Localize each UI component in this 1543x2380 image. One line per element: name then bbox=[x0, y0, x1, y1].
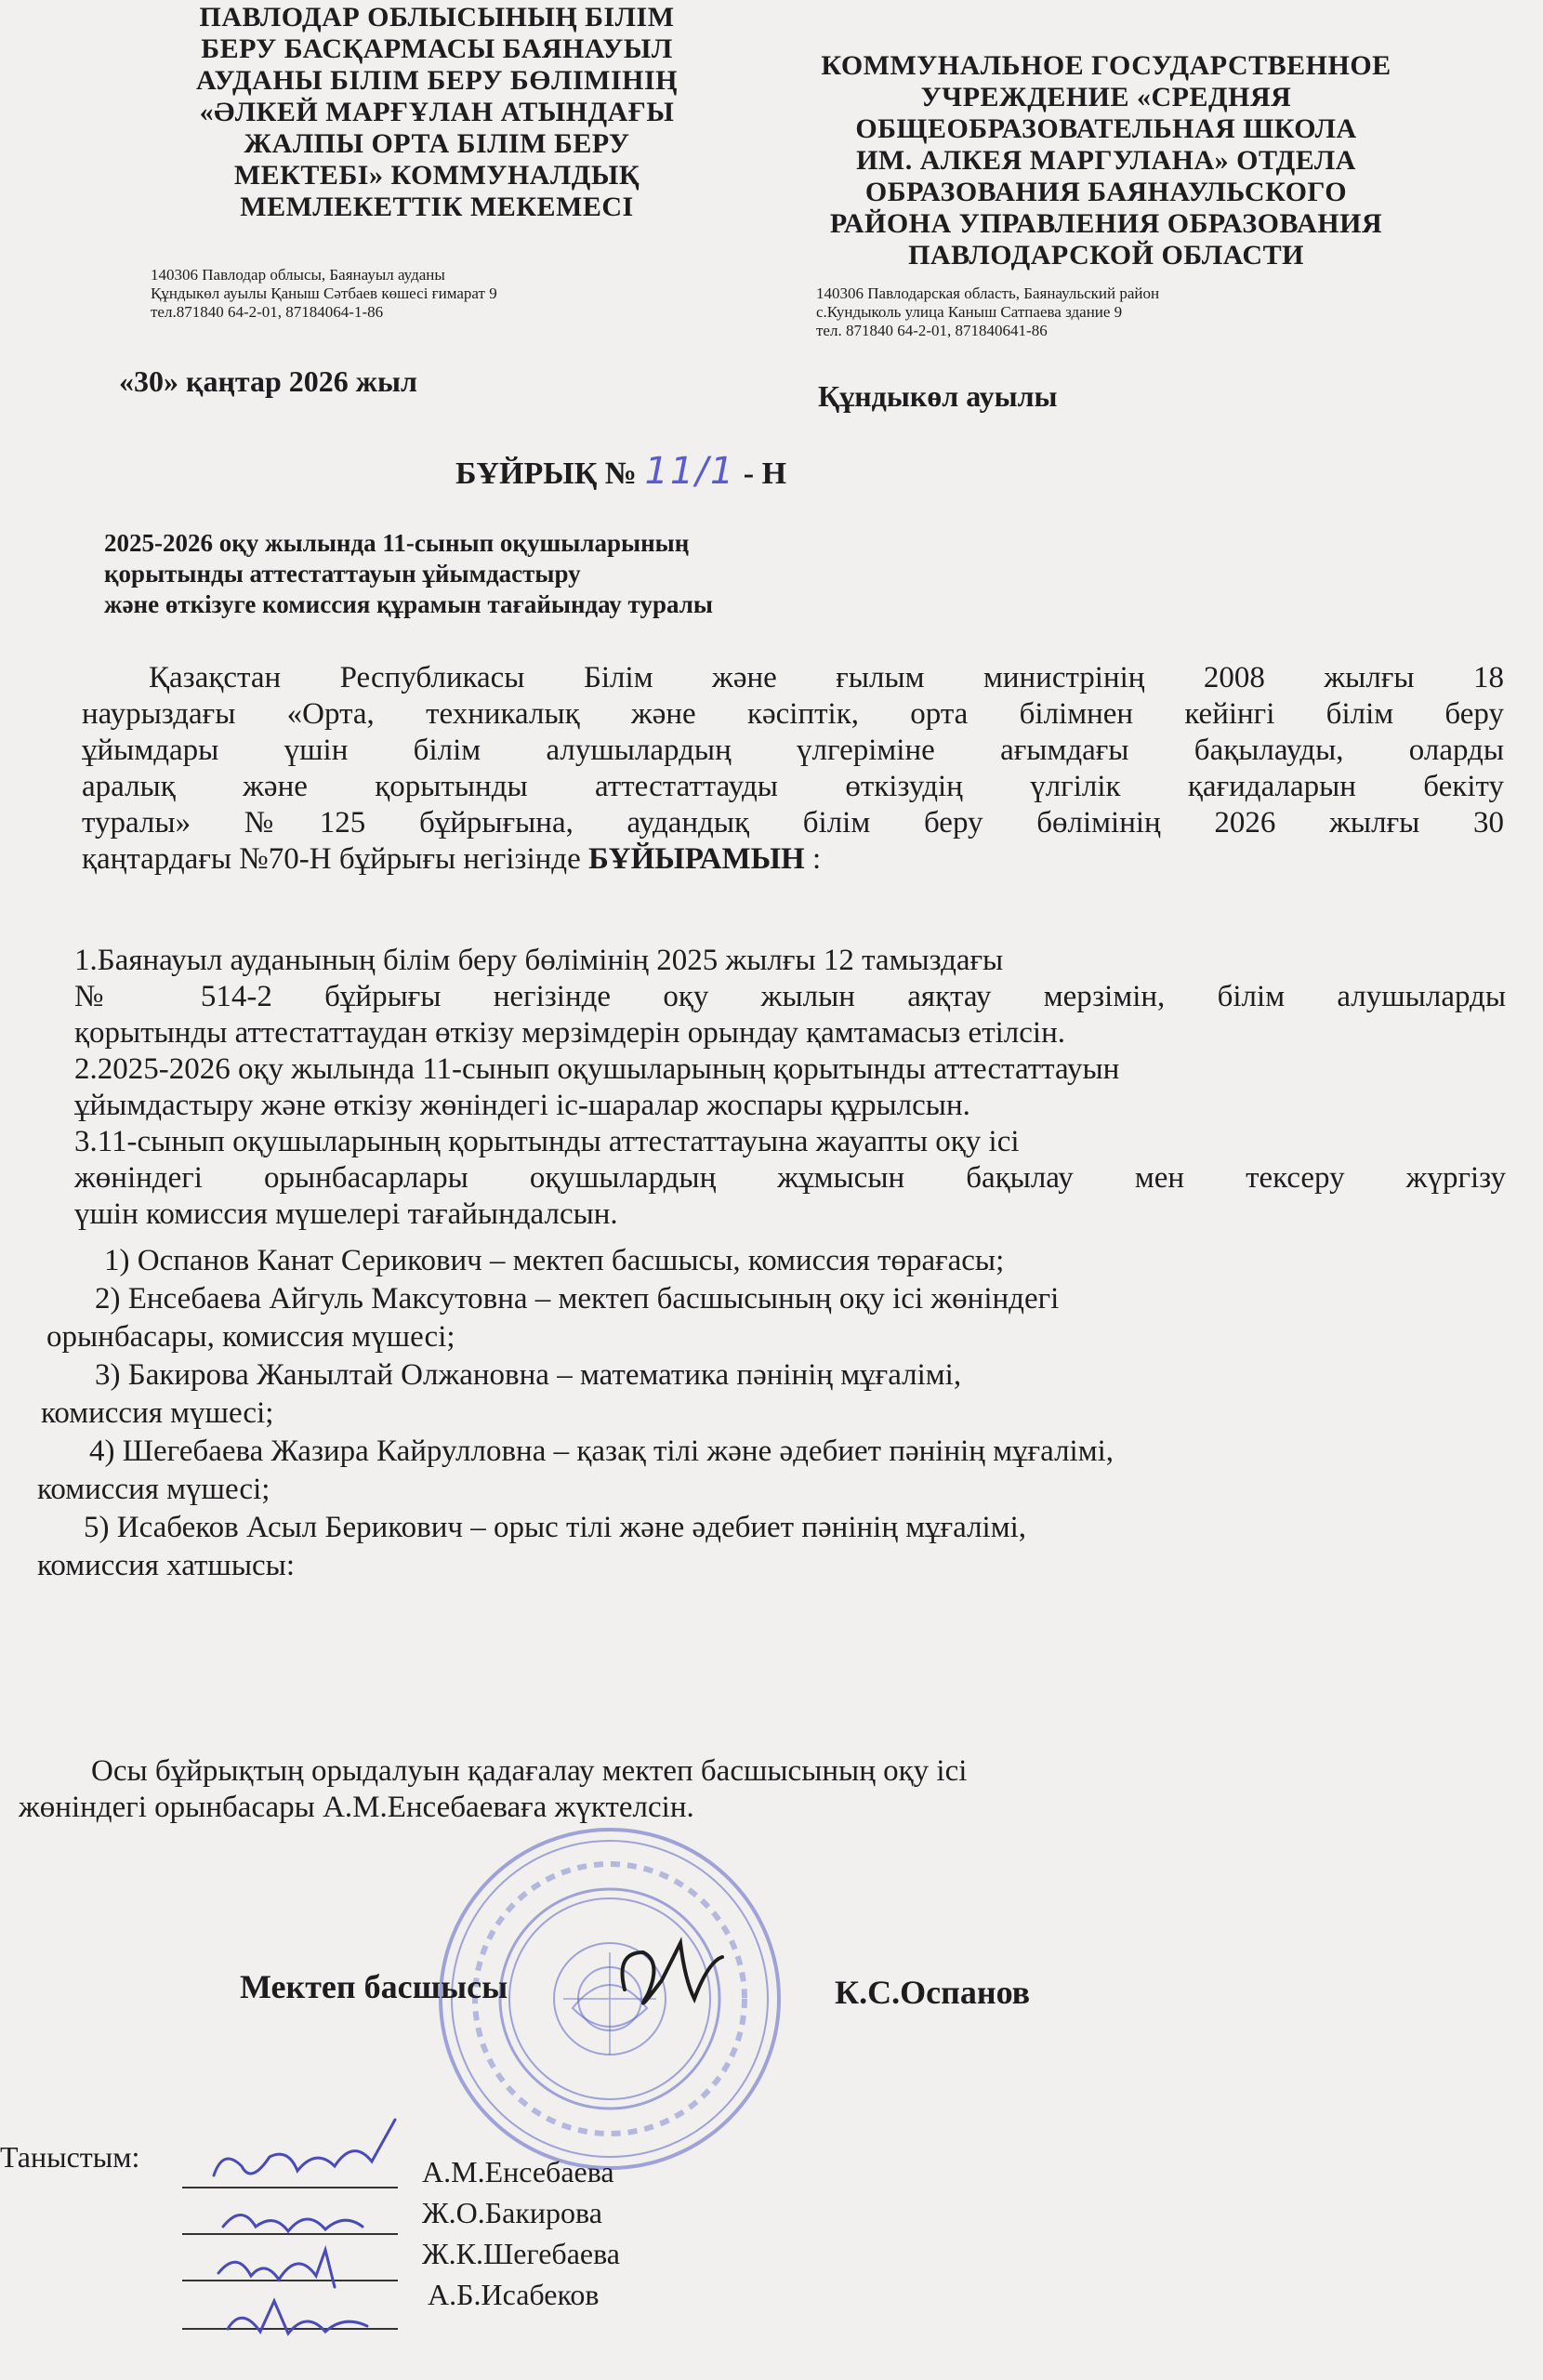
header-right-line: КОММУНАЛЬНОЕ ГОСУДАРСТВЕННОЕ bbox=[821, 50, 1391, 81]
header-right-line: РАЙОНА УПРАВЛЕНИЯ ОБРАЗОВАНИЯ bbox=[829, 208, 1383, 239]
header-left-line: МЕКТЕБІ» КОММУНАЛДЫҚ bbox=[233, 160, 640, 191]
acquainted-name: А.Б.Исабеков bbox=[428, 2278, 600, 2311]
signature-role: Мектеп басшысы bbox=[240, 1968, 508, 2005]
header-right-line: ПАВЛОДАРСКОЙ ОБЛАСТИ bbox=[908, 240, 1304, 271]
order-items: 1.Баянауыл ауданының білім беру бөлімінің 2025 жылғы 12 тамыздағы № 514-2 бұйрығы негізінде оқу жылын аяқтау мерзімін, білім алушыларды қорытынды аттестаттаудан өткізу мерзімдерін орындау қамтамасыз етілсін. 2.2025-2026 оқу жылында 11-сынып оқушыларының қорытынды аттестаттауын ұйымдастыру және өткізу жөніндегі іс-шаралар жоспары құрылсын. 3.11-сынып оқушыларының қорытынды аттестаттауына жауапты оқу ісі жөніндегі орынбасарлары оқушылардың жұмысын бақылау мен тексеру жүргізу үшін комиссия мүшелері тағайындалсын. bbox=[74, 944, 1506, 1231]
order-number-handwritten: 11/1 bbox=[644, 450, 736, 493]
decree-word: БҰЙЫРАМЫН bbox=[587, 842, 805, 876]
preamble: Қазақстан Республикасы Білім және ғылым министрінің 2008 жылғы 18 наурыздағы «Орта, техникалық және кәсіптік, орта білімнен кейінгі білім беру ұйымдары үшін білім алушылардың үлгеріміне ағымдағы бақылауды, оларды аралық және қорытынды аттестаттауды өткізудің үлгілік қағидаларын бекіту туралы» №125 бұйрығына, аудандық білім беру бөлімінің 2026 жылғы 30 қаңтардағы №70-Н бұйрығы негізінде БҰЙЫРАМЫН : bbox=[82, 661, 1504, 876]
header-left-line: ЖАЛПЫ ОРТА БІЛІМ БЕРУ bbox=[244, 128, 630, 159]
acquainted-name: Ж.К.Шегебаева bbox=[422, 2237, 620, 2270]
order-suffix: - Н bbox=[743, 456, 787, 491]
header-left-line: ПАВЛОДАР ОБЛЫСЫНЫҢ БІЛІМ bbox=[199, 2, 675, 33]
order-subject: 2025-2026 оқу жылында 11-сынып оқушыларының қорытынды аттестаттауын ұйымдастыру және өткізуге комиссия құрамын тағайындау туралы bbox=[104, 529, 713, 618]
item-2: 2.2025-2026 оқу жылында 11-сынып оқушыларының қорытынды аттестаттауын bbox=[74, 1052, 1120, 1086]
member-3: 3) Бакирова Жанылтай Олжановна – математика пәнінің мұғалімі, bbox=[95, 1358, 962, 1392]
header-right-line: УЧРЕЖДЕНИЕ «СРЕДНЯЯ bbox=[920, 82, 1292, 112]
order-title bbox=[455, 450, 786, 493]
member-1: 1) Оспанов Канат Серикович – мектеп басшысы, комиссия төрағасы; bbox=[104, 1244, 1005, 1277]
commission-members: 1) Оспанов Канат Серикович – мектеп басшысы, комиссия төрағасы; 2) Енсебаева Айгуль Максутовна – мектеп басшысының оқу ісі жөніндегі орынбасары, комиссия мүшесі; 3) Бакирова Жанылтай Олжановна – математика пәнінің мұғалімі, комиссия мүшесі; 4) Шегебаева Жазира Кайрулловна – қазақ тілі және әдебиет пәнінің мұғалімі, комиссия мүшесі; 5) Исабеков Асыл Берикович – орыс тілі және әдебиет пәнінің мұғалімі, комиссия хатшысы: bbox=[37, 1242, 1506, 1585]
order-date: «30» қаңтар 2026 жыл bbox=[119, 364, 417, 398]
header-right-address: 140306 Павлодарская область, Баянаульский район с.Кундыколь улица Каныш Сатпаева здание 9 тел. 871840 64-2-01, 871840641-86 bbox=[816, 284, 1160, 339]
order-place: Құндыкөл ауылы bbox=[818, 379, 1058, 413]
header-left-line: «ӘЛКЕЙ МАРҒҰЛАН АТЫНДАҒЫ bbox=[199, 97, 675, 127]
header-right-ru bbox=[762, 50, 1450, 271]
header-left-line: БЕРУ БАСҚАРМАСЫ БАЯНАУЫЛ bbox=[201, 33, 673, 64]
acquainted-label: Таныстым: bbox=[0, 2140, 140, 2174]
member-2: 2) Енсебаева Айгуль Максутовна – мектеп басшысының оқу ісі жөніндегі bbox=[95, 1282, 1060, 1316]
header-right-line: ИМ. АЛКЕЯ МАРГУЛАНА» ОТДЕЛА bbox=[856, 145, 1356, 176]
header-right-line: ОБЩЕОБРАЗОВАТЕЛЬНАЯ ШКОЛА bbox=[855, 113, 1357, 144]
header-left-line: МЕМЛЕКЕТТІК МЕКЕМЕСІ bbox=[240, 192, 634, 222]
acquainted-signatures bbox=[186, 2110, 428, 2361]
acquainted-names bbox=[422, 2151, 620, 2315]
header-left-line: АУДАНЫ БІЛІМ БЕРУ БӨЛІМІНІҢ bbox=[196, 65, 678, 96]
header-left-kz bbox=[139, 2, 734, 223]
acquainted-name: Ж.О.Бакирова bbox=[422, 2196, 602, 2229]
item-3: 3.11-сынып оқушыларының қорытынды аттестаттауына жауапты оқу ісі bbox=[74, 1125, 1020, 1158]
director-signature bbox=[606, 1924, 736, 2027]
member-5: 5) Исабеков Асыл Берикович – орыс тілі және әдебиет пәнінің мұғалімі, bbox=[84, 1511, 1027, 1544]
member-4: 4) Шегебаева Жазира Кайрулловна – қазақ тілі және әдебиет пәнінің мұғалімі, bbox=[89, 1435, 1114, 1468]
acquainted-name: А.М.Енсебаева bbox=[422, 2155, 614, 2188]
header-right-line: ОБРАЗОВАНИЯ БАЯНАУЛЬСКОГО bbox=[864, 177, 1348, 207]
signature-name: К.С.Оспанов bbox=[835, 1974, 1031, 2011]
control-clause: Осы бұйрықтың орыдалуын қадағалау мектеп басшысының оқу ісі жөніндегі орынбасары А.М.Енсебаеваға жүктелсін. bbox=[19, 1754, 968, 1824]
item-1: 1.Баянауыл ауданының білім беру бөлімінің 2025 жылғы 12 тамыздағы bbox=[74, 944, 1004, 977]
header-left-address: 140306 Павлодар облысы, Баянауыл ауданы Құндыкөл ауылы Қаныш Сәтбаев көшесі ғимарат 9 тел.871840 64-2-01, 87184064-1-86 bbox=[151, 266, 497, 321]
order-prefix: БҰЙРЫҚ № bbox=[455, 456, 637, 491]
